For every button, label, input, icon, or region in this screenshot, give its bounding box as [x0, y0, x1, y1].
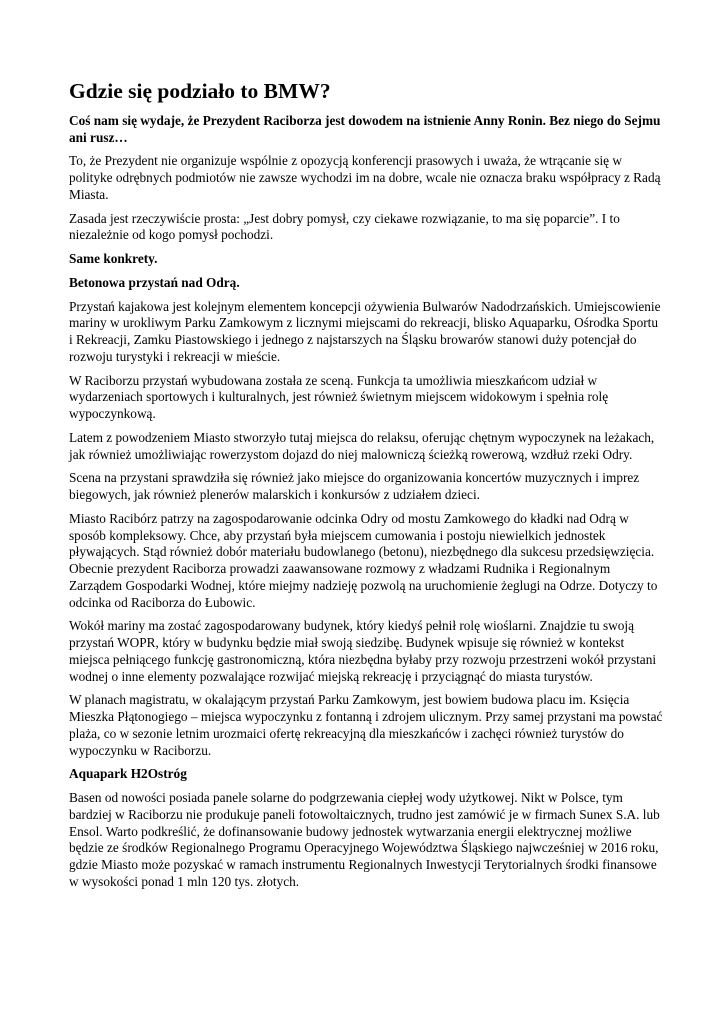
paragraph-intro: To, że Prezydent nie organizuje wspólnie z opozycją konferencji prasowych i uważa, że wtrącanie się w polityke odrębnych podmiotów nie zawsze wychodzi im na dobre, wcale nie oznacza braku współpracy z Radą Miasta.	[69, 153, 661, 202]
paragraph-przystan-building: Wokół mariny ma zostać zagospodarowany budynek, który kiedyś pełnił rolę wioślarni. Znajdzie tu swoją przystań WOPR, który w budynku będzie miał swoją siedzibę. Budynek wpisuje się również w kontekst miejsca pełniącego funkcję gastronomiczną, która niezbędna byłaby przy rozwoju przestrzeni wokół przystani wodnej o inne elementy pozwalające rozwijać miejską rekreację i przyciągnąć do miasta turystów.	[69, 618, 657, 684]
paragraph-przystan-concept: Przystań kajakowa jest kolejnym elementem koncepcji ożywienia Bulwarów Nadodrzańskich. Umiejscowienie mariny w urokliwym Parku Zamkowym z licznymi miejscami do rekreacji, blisko Aquaparku, Ośrodka Sportu i Rekreacji, Zamku Piastowskiego i jednego z najstarszych na Śląsku browarów stanowi duży potencjał do rozwoju turystyki i rekreacji w mieście.	[69, 298, 661, 364]
article-lead: Coś nam się wydaje, że Prezydent Raciborza jest dowodem na istnienie Anny Ronin. Bez niego do Sejmu ani rusz…	[69, 112, 661, 145]
section-heading-aquapark: Aquapark H2Ostróg	[69, 766, 187, 782]
paragraph-przystan-odra: Miasto Racibórz patrzy na zagospodarowanie odcinka Odry od mostu Zamkowego do kładki nad Odrą w sposób kompleksowy. Chce, aby przystań była miejscem cumowania i postoju niewielkich jednostek pływających. Stąd również dobór materiału budowlanego (betonu), niezbędnego dla sukcesu przedsięwzięcia. Obecnie prezydent Raciborza prowadzi zaawansowane rozmowy z władzami Rudnika i Regionalnym Zarządem Gospodarki Wodnej, które miejmy nadzieję pozwolą na uruchomienie żeglugi na Odrze. Dotyczy to odcinka od Raciborza do Łubowic.	[69, 510, 658, 610]
paragraph-principle: Zasada jest rzeczywiście prosta: „Jest dobry pomysł, czy ciekawe rozwiązanie, to ma się poparcie”. I to niezależnie od kogo pomysł pochodzi.	[69, 210, 620, 243]
paragraph-przystan-events: Scena na przystani sprawdziła się również jako miejsce do organizowania koncertów muzycznych i imprez biegowych, jak również plenerów malarskich i konkursów z udziałem dzieci.	[69, 470, 640, 503]
article-title: Gdzie się podziało to BMW?	[69, 79, 331, 103]
section-heading-przystan: Betonowa przystań nad Odrą.	[69, 274, 240, 290]
paragraph-przystan-summer: Latem z powodzeniem Miasto stworzyło tutaj miejsca do relaksu, oferując chętnym wypoczynek na leżakach, jak również umożliwiając rowerzystom dojazd do niej malowniczą ścieżką rowerową, wzdłuż rzeki Odry.	[69, 429, 655, 462]
paragraph-przystan-scene: W Raciborzu przystań wybudowana została ze sceną. Funkcja ta umożliwia mieszkańcom udział w wydarzeniach sportowych i kulturalnych, jest również świetnym miejscem widokowym i spełnia rolę wypoczynkową.	[69, 372, 609, 422]
paragraph-aquapark-solar: Basen od nowości posiada panele solarne do podgrzewania ciepłej wody użytkowej. Nikt w Polsce, tym bardziej w Raciborzu nie produkuje paneli fotowoltaicznych, trudno jest zamówić je w firmach Sunex S.A. lub Ensol. Warto podkreślić, że dofinansowanie budowy jednostek wytwarzania energii elektrycznej możliwe będzie ze środków Regionalnego Programu Operacyjnego Województwa Śląskiego najwcześniej w 2016 roku, gdzie Miasto może pozyskać w ramach instrumentu Regionalnych Inwestycji Terytorialnych środki finansowe w wysokości ponad 1 mln 120 tys. złotych.	[69, 790, 660, 889]
section-heading-konkrety: Same konkrety.	[69, 251, 158, 267]
paragraph-przystan-plans: W planach magistratu, w okalającym przystań Parku Zamkowym, jest bowiem budowa placu im. Księcia Mieszka Płątonogiego – miejsca wypoczynku z fontanną i zdrojem ulicznym. Przy samej przystani ma powstać plaża, co w sezonie letnim urozmaici ofertę rekreacyjną dla mieszkańców i zachęci również turystów do wypoczynku w Raciborzu.	[69, 692, 663, 758]
